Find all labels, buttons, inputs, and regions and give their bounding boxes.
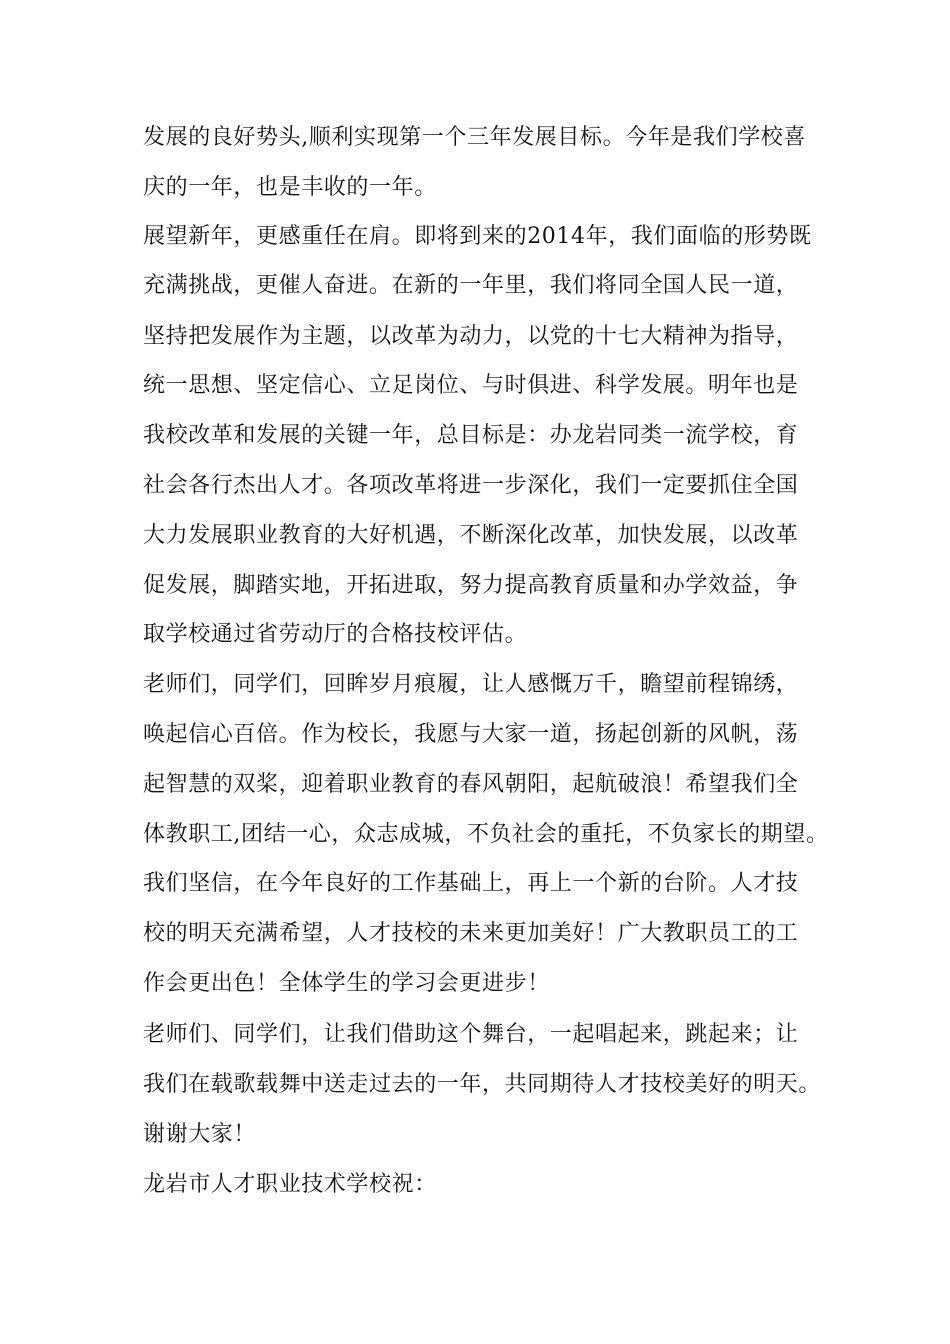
text-line: 展望新年，更感重任在肩。即将到来的2014年，我们面临的形势既 <box>143 224 812 249</box>
text-line: 社会各行杰出人才。各项改革将进一步深化，我们一定要抓住全国 <box>143 473 799 498</box>
text-line: 老师们、同学们，让我们借助这个舞台，一起唱起来，跳起来；让 <box>143 1022 799 1047</box>
text-line: 唤起信心百倍。作为校长，我愿与大家一道，扬起创新的风帆，荡 <box>143 722 799 747</box>
signature-line: 龙岩市人才职业技术学校祝： <box>143 1172 437 1197</box>
text-line: 充满挑战，更催人奋进。在新的一年里，我们将同全国人民一道， <box>143 273 799 298</box>
text-line: 大力发展职业教育的大好机遇，不断深化改革，加快发展，以改革 <box>143 523 799 548</box>
text-line: 取学校通过省劳动厅的合格技校评估。 <box>143 622 528 647</box>
text-line: 促发展，脚踏实地，开拓进取，努力提高教育质量和办学效益，争 <box>143 573 799 598</box>
text-line: 校的明天充满希望，人才技校的未来更加美好！广大教职员工的工 <box>143 921 799 946</box>
text-line: 我校改革和发展的关键一年，总目标是：办龙岩同类一流学校，育 <box>143 423 799 448</box>
text-line: 坚持把发展作为主题，以改革为动力，以党的十七大精神为指导， <box>143 324 799 349</box>
text-line: 起智慧的双桨，迎着职业教育的春风朝阳，起航破浪！希望我们全 <box>143 772 799 797</box>
text-line: 作会更出色！全体学生的学习会更进步！ <box>143 971 550 996</box>
text-line: 体教职工,团结一心，众志成城，不负社会的重托，不负家长的期望。 <box>143 822 829 847</box>
text-line: 发展的良好势头,顺利实现第一个三年发展目标。今年是我们学校喜 <box>143 125 806 150</box>
text-line: 庆的一年，也是丰收的一年。 <box>143 175 437 200</box>
text-line: 谢谢大家！ <box>143 1122 257 1147</box>
text-line: 我们在载歌载舞中送走过去的一年，共同期待人才技校美好的明天。 <box>143 1072 822 1097</box>
text-line: 统一思想、坚定信心、立足岗位、与时俱进、科学发展。明年也是 <box>143 373 799 398</box>
text-line: 我们坚信，在今年良好的工作基础上，再上一个新的台阶。人才技 <box>143 871 799 896</box>
text-line: 老师们，同学们，回眸岁月痕履，让人感慨万千，瞻望前程锦绣， <box>143 672 799 697</box>
